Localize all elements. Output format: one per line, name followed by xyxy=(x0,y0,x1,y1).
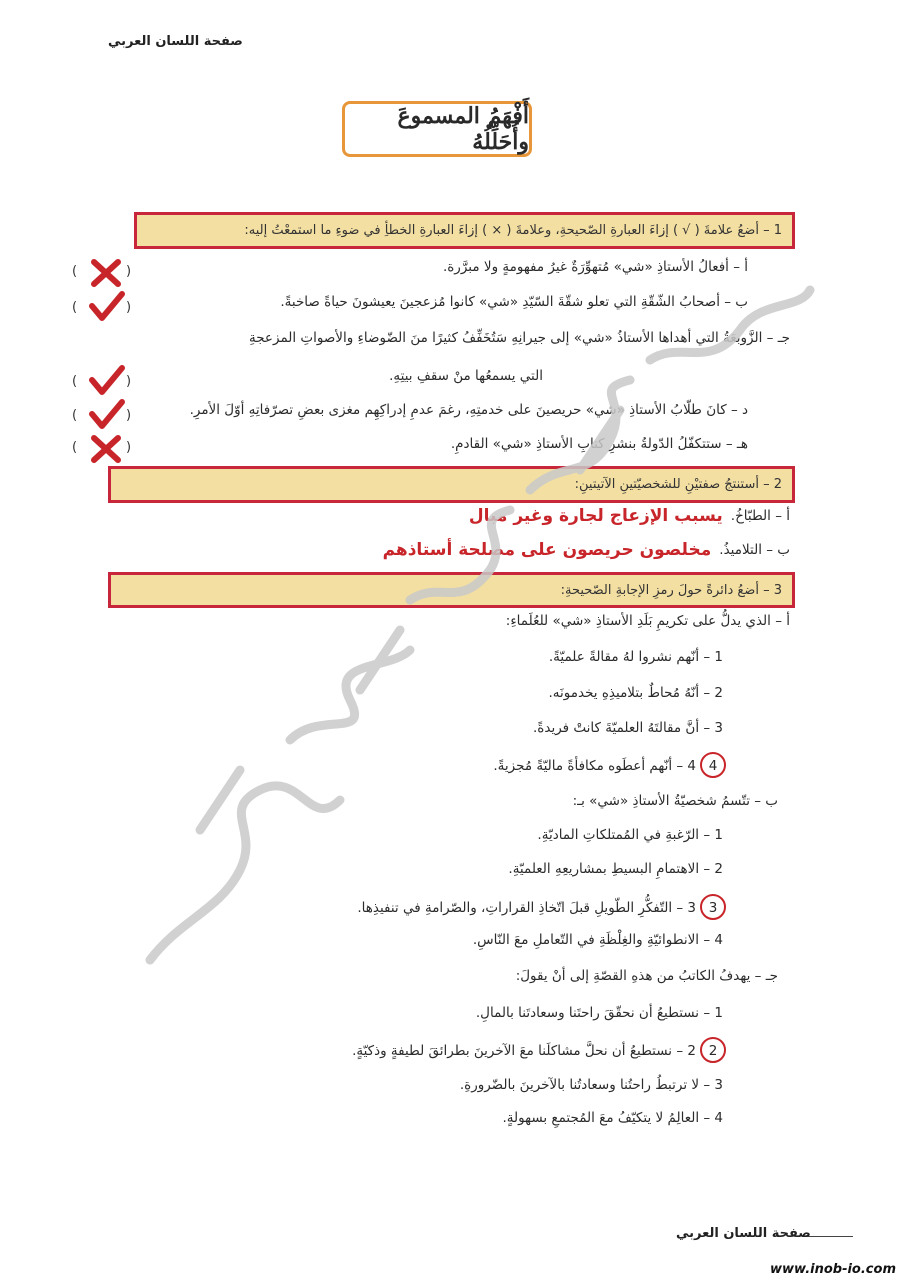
q1-item-b: ب – أصحابُ الشّقّةِ التي تعلو شقّةَ السّيّدِ «شي» كانوا مُزعجينَ يعيشونَ حياةً صاخبةً. xyxy=(280,294,748,310)
paren-open: ( xyxy=(72,300,78,315)
q3-group-a-stem: أ – الذي يدلُّ على تكريمِ بَلَدِ الأستاذِ «شي» للعُلَماءِ: xyxy=(505,613,790,629)
site-url: www.inob-io.com xyxy=(770,1262,896,1277)
question-3-prompt xyxy=(108,572,795,608)
q2-item-b-label: ب – التلاميذُ. xyxy=(719,542,790,558)
q3-a-option-1: 1 – أنّهم نشروا لهُ مقالةً علميّةً. xyxy=(548,649,723,665)
header-page-label: صفحة اللسان العربي xyxy=(108,34,243,49)
paren-close: ) xyxy=(126,440,132,455)
check-mark-icon xyxy=(86,290,126,324)
selected-answer-circle: 4 xyxy=(700,752,726,778)
q3-a-option-3: 3 – أنَّ مقالتَهُ العلميّةَ كانتْ فريدةً. xyxy=(533,720,723,736)
selected-answer-circle: 2 xyxy=(700,1037,726,1063)
paren-open: ( xyxy=(72,408,78,423)
q3-b-option-3-text: 3 – التّفكُّرِ الطّويلِ قبلَ اتّخاذِ القراراتِ، والصّرامةِ في تنفيذِها. xyxy=(357,900,696,916)
q1-item-d: د – كانَ طلّابُ الأستاذِ «شي» حريصينَ على خدمتِهِ، رغمَ عدمِ إدراكِهِم مغزى بعضِ تصرّفاتِهِ أوّلَ الأمرِ. xyxy=(189,402,748,418)
paren-open: ( xyxy=(72,440,78,455)
q1-item-e: هـ – ستتكفّلُ الدّولةُ بنشرِ كتابِ الأستاذِ «شي» القادمِ. xyxy=(450,436,748,452)
q2-item-b-answer: مخلصون حريصون على مصلحة أستاذهم xyxy=(382,540,712,560)
q1-item-c: جـ – الزَّوبعَةُ التي أهداها الأستاذُ «شي» إلى جيرانِهِ سَتُخَفِّفُ كثيرًا منَ الضّوضاءِ والأصواتِ المزعجةِ xyxy=(248,330,790,346)
q1-answer-d xyxy=(68,402,138,432)
q1-answer-a xyxy=(68,258,138,288)
paren-close: ) xyxy=(126,408,132,423)
paren-close: ) xyxy=(126,374,132,389)
q1-item-a: أ – أفعالُ الأستاذِ «شي» مُتهوِّرَةٌ غيرُ مفهومةٍ ولا مبرَّرة. xyxy=(442,259,748,275)
q1-answer-e xyxy=(68,434,138,464)
footer-page-label: صفحة اللسان العربي xyxy=(676,1226,811,1241)
q2-item-a xyxy=(469,506,790,526)
q3-c-option-2 xyxy=(352,1037,726,1063)
q1-item-c-cont: التي يسمعُها منْ سقفِ بيتِهِ. xyxy=(389,368,543,384)
q1-answer-b xyxy=(68,294,138,324)
q3-a-option-4-text: 4 – أنّهم أعطَوه مكافأةً ماليّةً مُجزيةً. xyxy=(493,758,696,774)
q2-item-a-answer: يسبب الإزعاج لجارة وغير مبال xyxy=(468,506,723,526)
q3-c-option-4: 4 – العالِمُ لا يتكيّفُ معَ المُجتمعِ بسهولةٍ. xyxy=(502,1110,723,1126)
q3-group-b-stem: ب – تتّسمُ شخصيّةُ الأستاذِ «شي» بـ: xyxy=(572,793,778,809)
q3-b-option-1: 1 – الرّغبةِ في المُمتلكاتِ الماديّةِ. xyxy=(537,827,723,843)
q3-a-option-2: 2 – أنّهُ مُحاطٌ بتلاميذِهِ يخدمونَه. xyxy=(548,685,723,701)
question-2-prompt xyxy=(108,466,795,503)
paren-close: ) xyxy=(126,264,132,279)
q3-b-option-2: 2 – الاهتمامِ البسيطِ بمشاريعِهِ العلميّةِ. xyxy=(508,861,723,877)
question-1-text: 1 – أضعُ علامةَ ( √ ) إزاءَ العبارةِ الصّحيحةِ، وعلامةَ ( × ) إزاءَ العبارةِ الخطأِ في ضوءِ ما استمعْتُ إليه: xyxy=(244,223,782,238)
q3-b-option-4: 4 – الانطوائيّةِ والغِلْظَةِ في التّعاملِ معَ النّاسِ. xyxy=(472,932,723,948)
q2-item-a-label: أ – الطبّاخُ. xyxy=(730,508,790,524)
check-mark-icon xyxy=(86,398,126,432)
q3-c-option-1: 1 – نستطيعُ أن نحقّقَ راحتَنا وسعادتَنا بالمالِ. xyxy=(475,1005,723,1021)
check-mark-icon xyxy=(86,364,126,398)
q1-answer-c xyxy=(68,368,138,398)
q3-b-option-3 xyxy=(357,894,726,920)
paren-open: ( xyxy=(72,374,78,389)
cross-mark-icon xyxy=(86,256,126,290)
q3-group-c-stem: جـ – يهدفُ الكاتبُ من هذهِ القصّةِ إلى أنْ يقولَ: xyxy=(515,968,778,984)
q3-c-option-2-text: 2 – نستطيعُ أن نحلَّ مشاكلَنا معَ الآخرينَ بطرائقَ لطيفةٍ وذكيّةٍ. xyxy=(352,1043,696,1059)
question-3-text: 3 – أضعُ دائرةً حولَ رمزِ الإجابةِ الصّحيحةِ: xyxy=(560,582,782,598)
q2-item-b xyxy=(383,540,790,560)
cross-mark-icon xyxy=(86,432,126,466)
question-2-text: 2 – أستنتجُ صفتيْنِ للشخصيّتينِ الآتيتينِ: xyxy=(574,477,782,492)
selected-answer-circle: 3 xyxy=(700,894,726,920)
q3-a-option-4 xyxy=(493,752,726,778)
q3-c-option-3: 3 – لا ترتبطُ راحتُنا وسعادتُنا بالآخرينَ بالضّرورةِ. xyxy=(459,1077,723,1093)
section-title: أَفْهَمُ المسموعَ وأُحَلِّلُهُ xyxy=(342,101,532,157)
paren-close: ) xyxy=(126,300,132,315)
paren-open: ( xyxy=(72,264,78,279)
question-1-prompt xyxy=(134,212,795,249)
